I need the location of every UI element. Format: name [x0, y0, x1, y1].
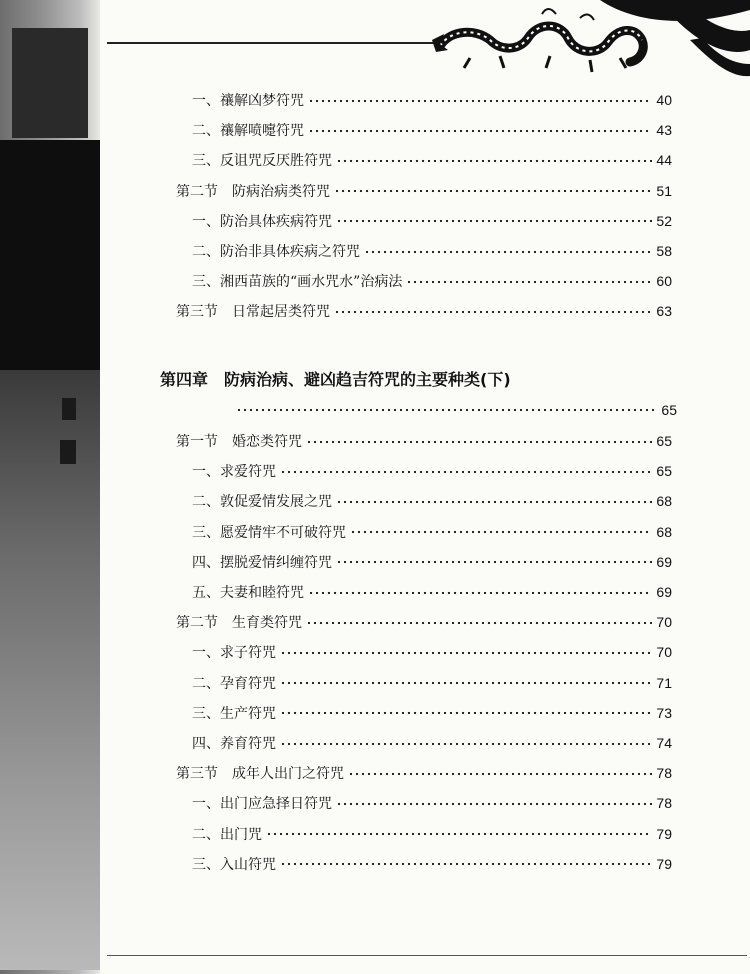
toc-subsection-entry: [192, 582, 672, 603]
toc-section-entry: [176, 612, 672, 633]
footer-rule: [107, 955, 747, 956]
toc-subsection-entry: [192, 150, 672, 171]
toc-subsection-entry: [192, 824, 672, 845]
toc-entry-page-number: 70: [656, 644, 672, 661]
toc-entry-title: 第二节 防病治病类符咒: [176, 183, 330, 200]
toc-subsection-entry: [192, 491, 672, 512]
dot-leader: [334, 189, 652, 193]
toc-entry-page-number: 52: [656, 212, 672, 229]
toc-entry-title: 一、求子符咒: [192, 645, 276, 662]
toc-entry-page-number: 44: [656, 152, 672, 169]
dot-leader: [336, 159, 652, 163]
binding-smudge: [60, 440, 76, 464]
binding-smudge: [62, 398, 76, 420]
toc-subsection-entry: [192, 120, 672, 141]
toc-entry-page-number: 71: [656, 674, 672, 691]
toc-entry-title: 三、生产符咒: [192, 705, 276, 722]
dot-leader: [280, 470, 652, 474]
dot-leader: [364, 250, 652, 254]
toc-entry-page-number: 79: [656, 825, 672, 842]
toc-entry-title: 三、愿爱情牢不可破符咒: [192, 524, 346, 541]
dot-leader: [280, 742, 652, 746]
toc-entry-title: 五、夫妻和睦符咒: [192, 585, 304, 601]
toc-entry-title: 四、养育符咒: [192, 736, 276, 752]
toc-subsection-entry: [192, 90, 672, 111]
toc-subsection-entry: [192, 211, 672, 232]
binding-black-band: [0, 140, 100, 370]
toc-entry-page-number: 70: [656, 614, 672, 631]
toc-subsection-entry: [192, 642, 672, 663]
toc-entry-title: 第一节 婚恋类符咒: [176, 434, 302, 450]
toc-subsection-entry: [192, 522, 672, 543]
scanned-binding-margin: [0, 0, 100, 974]
toc-entry-page-number: 69: [656, 553, 672, 570]
toc-entry-title: 三、入山符咒: [192, 856, 276, 873]
toc-subsection-entry: [192, 793, 672, 814]
toc-entry-title: 四、摆脱爱情纠缠符咒: [192, 554, 332, 571]
dot-leader: [350, 530, 652, 534]
header-rule: [107, 42, 437, 44]
chapter-entry-page-line: [232, 400, 677, 420]
toc-entry-title: 三、反诅咒反厌胜符咒: [192, 153, 332, 170]
toc-entry-page-number: 74: [656, 735, 672, 751]
toc-entry-title: 二、出门咒: [192, 826, 262, 843]
dot-leader: [336, 802, 652, 806]
toc-subsection-entry: [192, 703, 672, 724]
toc-entry-page-number: 51: [656, 182, 672, 199]
chapter-page-number: 65: [661, 402, 677, 418]
dot-leader: [280, 862, 652, 866]
toc-entry-page-number: 68: [656, 523, 672, 540]
binding-dark-patch: [12, 28, 88, 138]
toc-section-entry: [176, 301, 672, 322]
dot-leader: [280, 711, 652, 715]
dot-leader: [308, 591, 652, 595]
toc-entry-page-number: 65: [656, 433, 672, 449]
dot-leader: [306, 621, 652, 625]
toc-entry-page-number: 79: [656, 855, 672, 872]
dot-leader: [336, 560, 652, 564]
toc-entry-page-number: 63: [656, 303, 672, 320]
toc-entry-title: 二、孕育符咒: [192, 675, 276, 692]
toc-entry-title: 二、敦促爱情发展之咒: [192, 494, 332, 511]
toc-entry-page-number: 68: [656, 493, 672, 510]
toc-entry-page-number: 69: [656, 584, 672, 600]
dot-leader: [280, 651, 652, 655]
toc-entry-page-number: 78: [656, 795, 672, 812]
toc-entry-title: 一、防治具体疾病符咒: [192, 213, 332, 230]
binding-grey-band: [0, 370, 100, 970]
toc-entry-title: 一、禳解凶梦符咒: [192, 93, 304, 109]
toc-entry-page-number: 65: [656, 463, 672, 480]
toc-entry-title: 二、禳解喷嚏符咒: [192, 123, 304, 140]
dot-leader: [336, 500, 652, 504]
dot-leader: [266, 832, 652, 836]
toc-section-entry: [176, 763, 672, 784]
toc-section-entry: [176, 181, 672, 202]
toc-entry-title: 一、求爱符咒: [192, 464, 276, 481]
toc-entry-page-number: 43: [656, 122, 672, 139]
toc-entry-page-number: 78: [656, 765, 672, 782]
dragon-icon: [430, 0, 750, 80]
dot-leader: [236, 408, 657, 412]
toc-entry-title: 三、湘西苗族的“画水咒水”治病法: [192, 274, 403, 291]
toc-entry-page-number: 40: [656, 92, 672, 108]
chapter-heading: 第四章 防病治病、避凶趋吉符咒的主要种类(下): [160, 370, 511, 389]
toc-subsection-entry: [192, 673, 672, 694]
toc-section-entry: [176, 431, 672, 452]
toc-subsection-entry: [192, 854, 672, 875]
dot-leader: [336, 219, 652, 223]
toc-entry-page-number: 73: [656, 704, 672, 721]
toc-entry-title: 第二节 生育类符咒: [176, 615, 302, 632]
dot-leader: [308, 99, 652, 103]
toc-subsection-entry: [192, 461, 672, 482]
toc-subsection-entry: [192, 733, 672, 754]
toc-entry-title: 二、防治非具体疾病之符咒: [192, 244, 360, 260]
toc-subsection-entry: [192, 271, 672, 292]
toc-entry-title: 第三节 日常起居类符咒: [176, 304, 330, 321]
toc-entry-page-number: 58: [656, 243, 672, 259]
dot-leader: [334, 310, 652, 314]
toc-subsection-entry: [192, 552, 672, 573]
dot-leader: [308, 129, 652, 133]
dot-leader: [280, 681, 652, 685]
toc-subsection-entry: [192, 241, 672, 262]
toc-entry-title: 一、出门应急择日符咒: [192, 796, 332, 813]
toc-entry-title: 第三节 成年人出门之符咒: [176, 766, 344, 783]
dot-leader: [406, 280, 652, 284]
dot-leader: [348, 772, 652, 776]
dot-leader: [306, 440, 652, 444]
toc-entry-page-number: 60: [656, 273, 672, 290]
